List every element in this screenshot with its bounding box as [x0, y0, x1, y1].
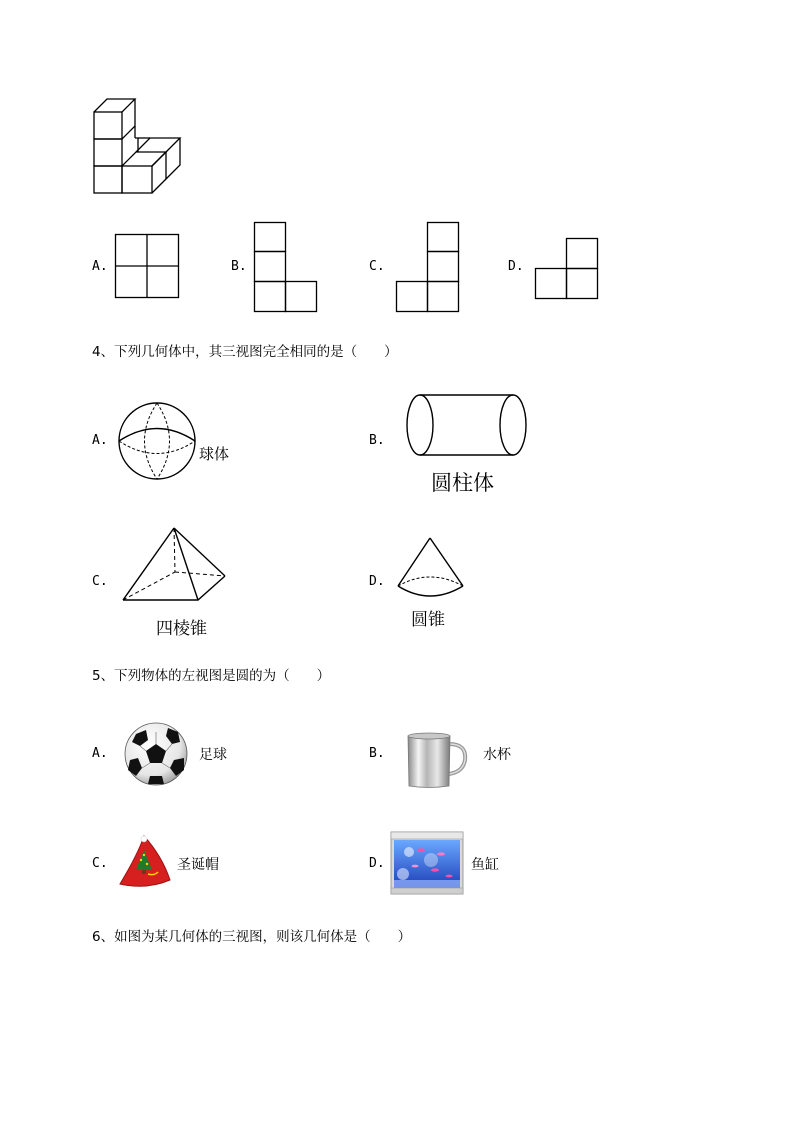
q3-option-b-view: [254, 222, 318, 312]
q4-option-c-label[interactable]: C.: [92, 574, 108, 589]
soccer-ball-image: [124, 722, 188, 786]
q3-cube-figure: [90, 96, 190, 198]
q5-option-c-caption: 圣诞帽: [177, 857, 219, 873]
q5-option-d-caption: 鱼缸: [471, 857, 499, 873]
q5-option-a-caption: 足球: [199, 747, 227, 763]
water-cup-image: [405, 730, 469, 790]
sphere-figure: [118, 402, 198, 482]
q3-option-a-view: [115, 234, 179, 298]
q4-option-a-label[interactable]: A.: [92, 433, 108, 448]
cylinder-figure: [406, 394, 528, 458]
q5-option-b-caption: 水杯: [483, 747, 511, 763]
q4-option-d-label[interactable]: D.: [369, 574, 385, 589]
q3-option-d-view: [535, 238, 599, 300]
cone-figure: [396, 536, 466, 602]
q4-option-b-caption: 圆柱体: [431, 471, 494, 495]
q5-option-d-label[interactable]: D.: [369, 856, 385, 871]
q3-option-d-label[interactable]: D.: [508, 259, 524, 274]
q4-option-b-label[interactable]: B.: [369, 433, 385, 448]
q5-option-a-label[interactable]: A.: [92, 746, 108, 761]
q6-question-text: 6、如图为某几何体的三视图，则该几何体是（ ）: [92, 929, 412, 945]
q4-option-c-caption: 四棱锥: [156, 619, 207, 639]
q4-question-text: 4、下列几何体中，其三视图完全相同的是（ ）: [92, 344, 398, 360]
q4-option-a-caption: 球体: [199, 445, 230, 463]
q3-option-c-view: [396, 222, 460, 312]
q5-question-text: 5、下列物体的左视图是圆的为（ ）: [92, 668, 331, 684]
q3-option-b-label[interactable]: B.: [231, 259, 247, 274]
q3-option-a-label[interactable]: A.: [92, 259, 108, 274]
christmas-hat-image: [118, 834, 172, 890]
q4-option-d-caption: 圆锥: [411, 610, 445, 630]
fish-tank-image: [391, 832, 463, 894]
square-pyramid-figure: [121, 526, 229, 604]
q5-option-b-label[interactable]: B.: [369, 746, 385, 761]
q5-option-c-label[interactable]: C.: [92, 856, 108, 871]
q3-option-c-label[interactable]: C.: [369, 259, 385, 274]
